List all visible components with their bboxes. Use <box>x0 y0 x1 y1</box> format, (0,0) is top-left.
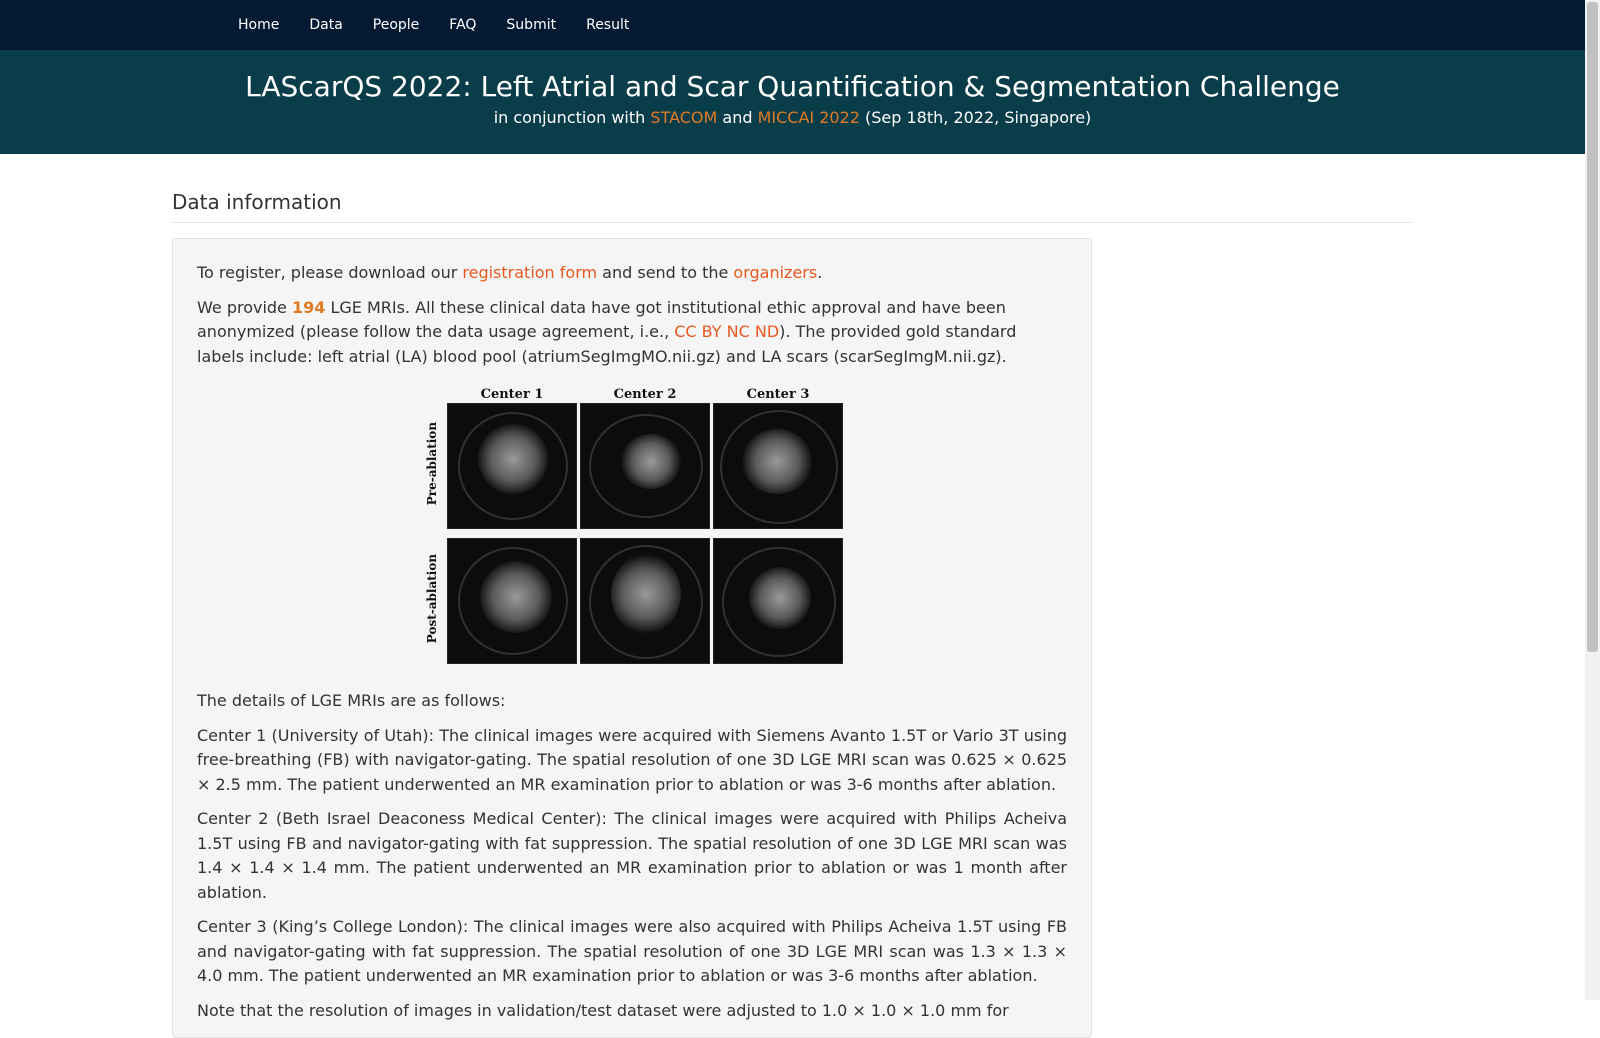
mri-image-post-center3 <box>713 538 843 664</box>
mri-image-pre-center1 <box>447 403 577 529</box>
nav-menu <box>223 0 644 50</box>
mri-image-pre-center2 <box>580 403 710 529</box>
registration-form-link[interactable]: registration form <box>462 263 598 282</box>
nav-data[interactable]: Data <box>309 17 343 33</box>
mri-image-post-center2 <box>580 538 710 664</box>
center3-details: Center 3 (King’s College London): The clinical images were also acquired with Philips Acheiva 1.5T using FB and navigator-gating with fat suppression. The spatial resolution of one 3D LGE MRI scan was 1.3 × 1.3 × 4.0 mm. The patient underwented an MR examination prior to ablation or was 3-6 months after ablation. <box>197 917 1067 985</box>
row-header-pre: Pre-ablation <box>424 421 439 506</box>
subtitle-and: and <box>717 108 758 127</box>
data-info-panel <box>172 238 1092 1038</box>
nav-people[interactable]: People <box>372 17 420 33</box>
scrollbar-thumb[interactable] <box>1587 2 1598 652</box>
section-title: Data information <box>172 190 1412 223</box>
resolution-note: Note that the resolution of images in validation/test dataset were adjusted to 1.0 × 1.0 × 1.0 mm for <box>197 1000 1009 1020</box>
col-header-center2: Center 2 <box>613 387 677 402</box>
subtitle-prefix: in conjunction with <box>493 108 651 127</box>
provide-paragraph <box>197 296 1067 370</box>
provide-text: We provide <box>197 297 292 317</box>
register-text-end: . <box>817 263 823 282</box>
miccai-link[interactable]: MICCAI 2022 <box>757 108 860 127</box>
nav-submit[interactable]: Submit <box>506 17 557 33</box>
row-header-post: Post-ablation <box>424 553 439 644</box>
mri-count: 194 <box>291 297 326 317</box>
col-header-center3: Center 3 <box>746 387 810 402</box>
license-link[interactable]: CC BY NC ND <box>674 322 780 341</box>
register-text-middle: and send to the <box>597 263 734 282</box>
top-navbar <box>0 0 1585 50</box>
stacom-link[interactable]: STACOM <box>650 108 718 127</box>
challenge-title: LAScarQS 2022: Left Atrial and Scar Quantification & Segmentation Challenge <box>245 70 1340 103</box>
organizers-link[interactable]: organizers <box>733 263 818 282</box>
provide-text-end: ). The provided gold standard labels include: left atrial (LA) blood pool (atriumSegImgMO.nii.gz) and LA scars (scarSegImgM.nii.gz). <box>197 322 1017 366</box>
header-banner <box>0 50 1585 154</box>
page-scrollbar[interactable] <box>1585 0 1600 1000</box>
nav-home[interactable]: Home <box>238 17 280 33</box>
center1-details: Center 1 (University of Utah): The clinical images were acquired with Siemens Avanto 1.5T or Vario 3T using free-breathing (FB) with navigator-gating. The spatial resolution of one 3D LGE MRI scan was 0.625 × 0.625 × 2.5 mm. The patient underwented an MR examination prior to ablation or was 3-6 months after ablation. <box>197 725 1067 794</box>
nav-faq[interactable]: FAQ <box>449 17 477 33</box>
mri-image-pre-center3 <box>713 403 843 529</box>
details-intro: The details of LGE MRIs are as follows: <box>197 691 506 710</box>
mri-figure <box>422 383 842 673</box>
col-header-center1: Center 1 <box>480 387 544 402</box>
provide-text-middle: LGE MRIs. All these clinical data have got institutional ethic approval and have been anonymized (please follow the data usage agreement, i.e., <box>197 297 1006 341</box>
challenge-subtitle <box>0 106 1585 130</box>
nav-result[interactable]: Result <box>586 17 630 33</box>
subtitle-suffix: (Sep 18th, 2022, Singapore) <box>859 108 1092 127</box>
mri-image-post-center1 <box>447 538 577 664</box>
register-text: To register, please download our <box>197 263 463 282</box>
register-paragraph <box>197 261 1067 286</box>
center2-details: Center 2 (Beth Israel Deaconess Medical Center): The clinical images were acquired with Philips Acheiva 1.5T using FB and navigator-gating with fat suppression. The spatial resolution of one 3D LGE MRI scan was 1.4 × 1.4 × 1.4 mm. The patient underwented an MR examination prior to ablation or was 1 month after ablation. <box>197 809 1067 902</box>
